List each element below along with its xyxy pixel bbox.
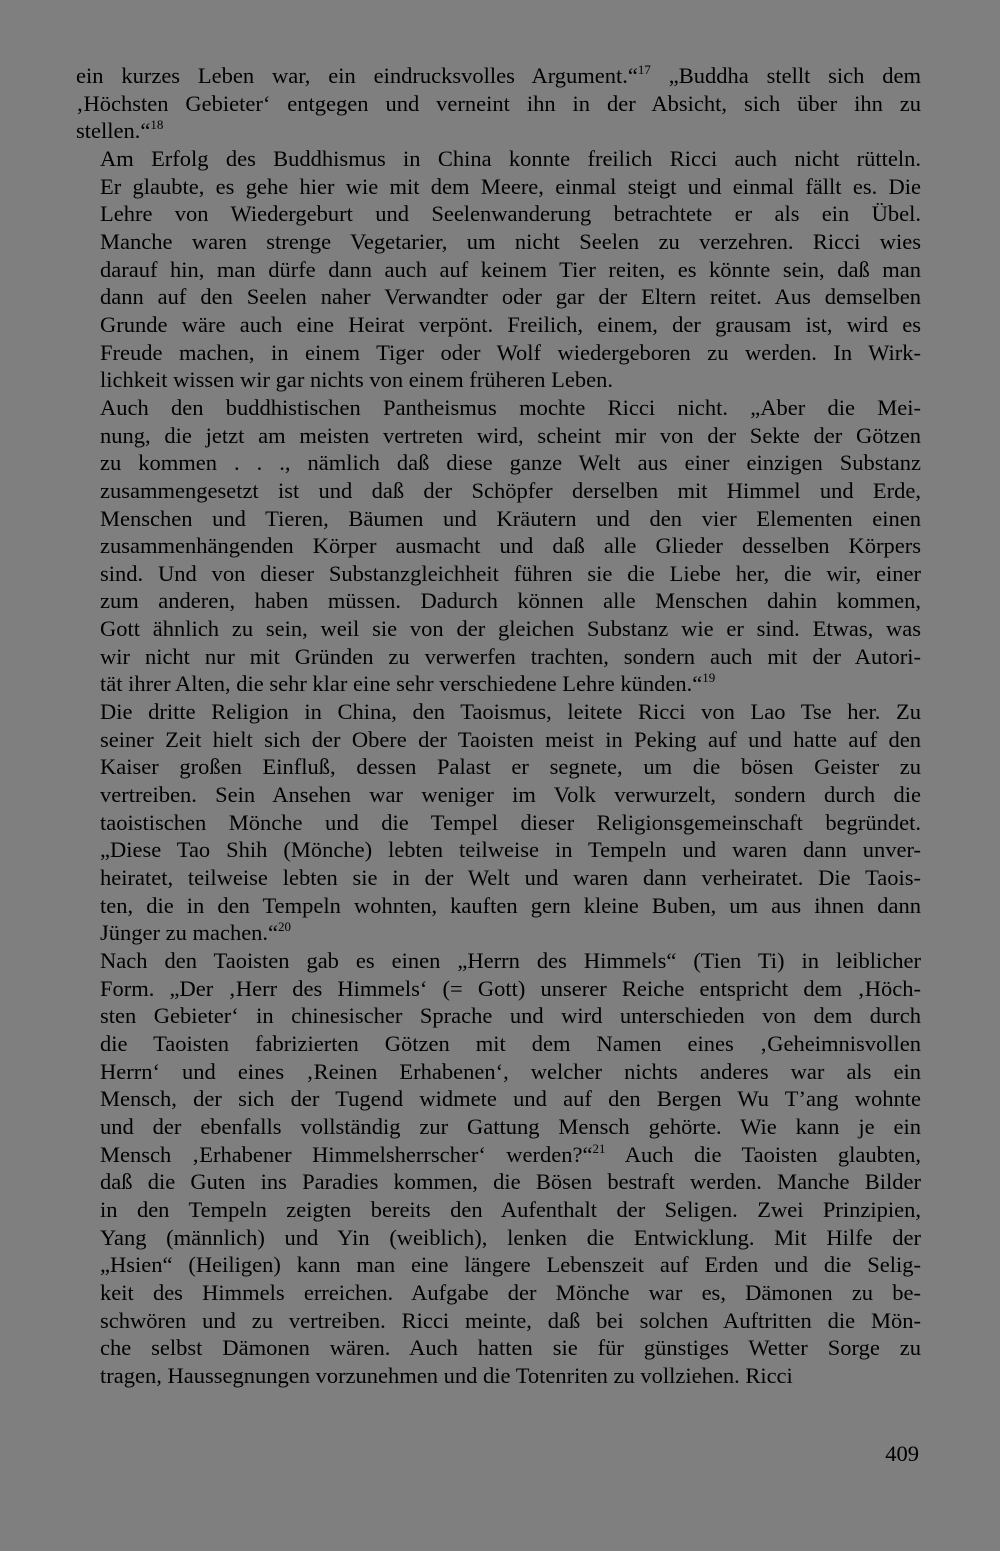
- text-line: [76, 919, 921, 947]
- text-line: [76, 1196, 921, 1224]
- text-line: [76, 975, 921, 1003]
- text-line: [76, 422, 921, 450]
- text-segment: Auch die Taoisten glaubten,: [605, 1141, 921, 1167]
- text-line: [76, 532, 921, 560]
- text-line: [76, 1307, 921, 1335]
- text-segment: Die dritte Religion in China, den Taoismus, leitete Ricci von Lao Tse her. Zu: [100, 699, 921, 725]
- text-line: [76, 228, 921, 256]
- text-segment: seiner Zeit hielt sich der Obere der Taoisten meist in Peking auf und hatte auf den: [100, 726, 921, 752]
- text-segment: Herrn‘ und eines ‚Reinen Erhabenen‘, welcher nichts anderes war als ein: [100, 1058, 921, 1084]
- text-segment: dann auf den Seelen naher Verwandter oder gar der Eltern reitet. Aus demselben: [100, 284, 921, 310]
- text-segment: zusammengesetzt ist und daß der Schöpfer derselben mit Himmel und Erde,: [100, 477, 921, 503]
- text-segment: in den Tempeln zeigten bereits den Aufenthalt der Seligen. Zwei Prinzipien,: [100, 1196, 921, 1222]
- body-text: [76, 62, 921, 1390]
- page-number: 409: [885, 1441, 919, 1466]
- text-segment: Er glaubte, es gehe hier wie mit dem Meere, einmal steigt und einmal fällt es. Die: [100, 173, 921, 199]
- text-segment: zu kommen . . ., nämlich daß diese ganze Welt aus einer einzigen Substanz: [100, 450, 921, 476]
- text-line: [76, 670, 921, 698]
- text-line: [76, 173, 921, 201]
- text-line: [76, 477, 921, 505]
- paragraph: [76, 145, 921, 394]
- footnote-marker: 19: [702, 670, 716, 686]
- text-line: [76, 615, 921, 643]
- text-segment: Lehre von Wiedergeburt und Seelenwanderung betrachtete er als ein Übel.: [100, 201, 921, 227]
- text-segment: „Buddha stellt sich dem: [650, 63, 922, 88]
- text-line: [76, 809, 921, 837]
- footnote-marker: 18: [150, 117, 164, 133]
- text-line: [76, 781, 921, 809]
- text-line: [76, 643, 921, 671]
- text-segment: zum anderen, haben müssen. Dadurch können alle Menschen dahin kommen,: [100, 588, 921, 614]
- text-line: [76, 1058, 921, 1086]
- text-line: [76, 1030, 921, 1058]
- text-line: [76, 726, 921, 754]
- text-line: [76, 753, 921, 781]
- text-segment: „Diese Tao Shih (Mönche) lebten teilweise in Tempeln und waren dann unver-: [100, 837, 921, 863]
- text-line: [76, 283, 921, 311]
- text-line: [76, 200, 921, 228]
- text-line: [76, 1334, 921, 1362]
- text-line: [76, 311, 921, 339]
- text-segment: wir nicht nur mit Gründen zu verwerfen trachten, sondern auch mit der Autori-: [100, 643, 921, 669]
- text-line: [76, 1279, 921, 1307]
- text-line: [76, 1113, 921, 1141]
- footnote-marker: 21: [592, 1140, 606, 1156]
- text-segment: Nach den Taoisten gab es einen „Herrn des Himmels“ (Tien Ti) in leiblicher: [100, 948, 921, 973]
- text-line: [76, 394, 921, 422]
- text-segment: lichkeit wissen wir gar nichts von einem früheren Leben.: [100, 367, 613, 393]
- text-segment: Mensch, der sich der Tugend widmete und auf den Bergen Wu T’ang wohnte: [100, 1086, 921, 1112]
- text-segment: Mensch ‚Erhabener Himmelsherrscher‘ werden?“: [100, 1141, 593, 1167]
- text-segment: Kaiser großen Einfluß, dessen Palast er segnete, um die bösen Geister zu: [100, 754, 921, 780]
- text-line: [76, 62, 921, 90]
- text-segment: darauf hin, man dürfe dann auch auf keinem Tier reiten, es könnte sein, daß man: [100, 256, 921, 282]
- paragraph: [76, 947, 921, 1390]
- text-line: [76, 1224, 921, 1252]
- text-segment: „Hsien“ (Heiligen) kann man eine längere Lebenszeit auf Erden und die Selig-: [100, 1252, 921, 1278]
- text-line: [76, 117, 921, 145]
- footnote-marker: 20: [278, 919, 292, 935]
- text-line: [76, 449, 921, 477]
- text-segment: daß die Guten ins Paradies kommen, die Bösen bestraft werden. Manche Bilder: [100, 1169, 921, 1195]
- text-segment: die Taoisten fabrizierten Götzen mit dem Namen eines ‚Geheimnisvollen: [100, 1030, 921, 1056]
- text-segment: Gott ähnlich zu sein, weil sie von der gleichen Substanz wie er sind. Etwas, was: [100, 616, 921, 642]
- text-segment: che selbst Dämonen wären. Auch hatten sie für günstiges Wetter Sorge zu: [100, 1335, 921, 1361]
- text-segment: zusammenhängenden Körper ausmacht und daß alle Glieder desselben Körpers: [100, 533, 921, 559]
- text-segment: sind. Und von dieser Substanzgleichheit führen sie die Liebe her, die wir, einer: [100, 560, 921, 586]
- text-line: [76, 1362, 921, 1390]
- text-line: [76, 1002, 921, 1030]
- text-segment: stellen.“: [76, 118, 151, 144]
- text-segment: taoistischen Mönche und die Tempel dieser Religionsgemeinschaft begründet.: [100, 809, 921, 835]
- text-segment: Freude machen, in einem Tiger oder Wolf wiedergeboren zu werden. In Wirk-: [100, 339, 921, 365]
- text-line: [76, 90, 921, 118]
- text-segment: Auch den buddhistischen Pantheismus mochte Ricci nicht. „Aber die Mei-: [100, 394, 921, 420]
- text-segment: ‚Höchsten Gebieter‘ entgegen und verneint ihn in der Absicht, sich über ihn zu: [76, 90, 921, 116]
- text-line: [76, 587, 921, 615]
- text-line: [76, 698, 921, 726]
- text-line: [76, 1141, 921, 1169]
- text-line: [76, 145, 921, 173]
- text-line: [76, 505, 921, 533]
- text-segment: Menschen und Tieren, Bäumen und Kräutern und den vier Elementen einen: [100, 505, 921, 531]
- text-segment: und der ebenfalls vollständig zur Gattung Mensch gehörte. Wie kann je ein: [100, 1113, 921, 1139]
- text-segment: heiratet, teilweise lebten sie in der Welt und waren dann verheiratet. Die Taois-: [100, 865, 921, 891]
- text-line: [76, 836, 921, 864]
- paragraph: [76, 698, 921, 947]
- text-segment: nung, die jetzt am meisten vertreten wird, scheint mir von der Sekte der Götzen: [100, 422, 921, 448]
- text-segment: keit des Himmels erreichen. Aufgabe der Mönche war es, Dämonen zu be-: [100, 1279, 921, 1305]
- text-segment: Manche waren strenge Vegetarier, um nicht Seelen zu verzehren. Ricci wies: [100, 228, 921, 254]
- text-line: [76, 1085, 921, 1113]
- text-segment: schwören und zu vertreiben. Ricci meinte, daß bei solchen Auftritten die Mön-: [100, 1307, 921, 1333]
- text-segment: tät ihrer Alten, die sehr klar eine sehr verschiedene Lehre künden.“: [100, 671, 703, 697]
- text-segment: Yang (männlich) und Yin (weiblich), lenken die Entwicklung. Mit Hilfe der: [100, 1224, 921, 1250]
- text-segment: tragen, Haussegnungen vorzunehmen und die Totenriten zu vollziehen. Ricci: [100, 1362, 793, 1388]
- text-line: [76, 1168, 921, 1196]
- text-segment: ein kurzes Leben war, ein eindrucksvolles Argument.“: [76, 63, 638, 88]
- text-line: [76, 256, 921, 284]
- text-line: [76, 864, 921, 892]
- text-segment: vertreiben. Sein Ansehen war weniger im Volk verwurzelt, sondern durch die: [100, 782, 921, 808]
- text-segment: Am Erfolg des Buddhismus in China konnte freilich Ricci auch nicht rütteln.: [100, 145, 921, 171]
- footnote-marker: 17: [637, 62, 651, 77]
- text-segment: ten, die in den Tempeln wohnten, kauften gern kleine Buben, um aus ihnen dann: [100, 892, 921, 918]
- text-segment: Form. „Der ‚Herr des Himmels‘ (= Gott) unserer Reiche entspricht dem ‚Höch-: [100, 975, 921, 1001]
- text-line: [76, 339, 921, 367]
- text-segment: Grunde wäre auch eine Heirat verpönt. Freilich, einem, der grausam ist, wird es: [100, 311, 921, 337]
- text-segment: Jünger zu machen.“: [100, 920, 279, 946]
- paragraph: [76, 62, 921, 145]
- text-line: [76, 560, 921, 588]
- text-line: [76, 366, 921, 394]
- text-line: [76, 947, 921, 975]
- text-line: [76, 1251, 921, 1279]
- paragraph: [76, 394, 921, 698]
- text-line: [76, 892, 921, 920]
- text-segment: sten Gebieter‘ in chinesischer Sprache und wird unterschieden von dem durch: [100, 1003, 921, 1029]
